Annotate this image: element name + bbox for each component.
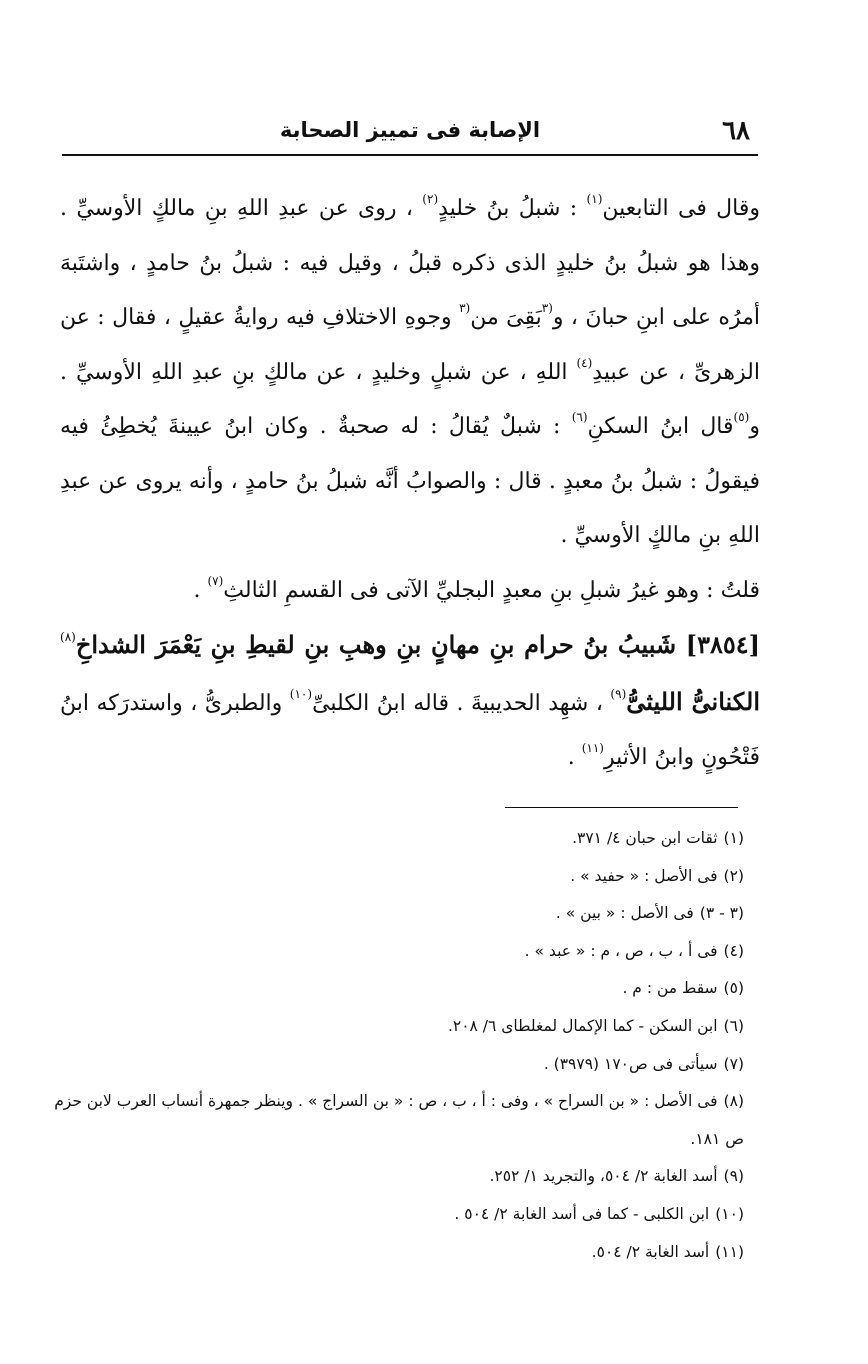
main-text xyxy=(60,182,760,786)
footnote-text: فى الأصل : « بين » . xyxy=(555,904,694,923)
text-run: وقال فى التابعين xyxy=(602,196,760,221)
footnote-number: (٩) xyxy=(723,1167,744,1186)
footnote-number: (١٠) xyxy=(715,1204,744,1223)
footnote-marker: (٧) xyxy=(207,573,224,588)
footnote-marker: (٢) xyxy=(422,192,439,206)
text-run: . xyxy=(193,577,208,603)
header-rule xyxy=(62,154,758,156)
text-run: اللهِ ، عن شبلٍ وخليدٍ ، عن مالكٍ بنِ عبدِ اللهِ الأوسيِّ . و xyxy=(60,359,760,439)
text-run: . xyxy=(567,745,582,770)
text-run: بَقِىَ من xyxy=(470,305,542,330)
footnote-marker: (١١) xyxy=(581,741,604,755)
footnote-text: فى الأصل : « حفيد » . xyxy=(570,866,718,885)
footnote-number: (٨) xyxy=(723,1092,744,1111)
footnote-item xyxy=(48,1008,758,1046)
footnote-item xyxy=(48,858,758,896)
page-number: ٦٨ xyxy=(722,116,750,146)
footnotes-list xyxy=(48,820,758,1271)
footnote-text: ابن السكن - كما الإكمال لمغلطاى ٦/ ٢٠٨. xyxy=(447,1016,718,1035)
footnote-marker: (٤) xyxy=(576,355,593,370)
footnote-item xyxy=(48,933,758,971)
footnote-text: فى أ ، ب ، ص ، م : « عبد » . xyxy=(524,941,718,960)
footnote-number: (٤) xyxy=(723,941,744,960)
footnote-item xyxy=(48,820,758,858)
footnote-number: (١) xyxy=(723,829,744,847)
footnote-item xyxy=(48,1196,758,1234)
footnote-item xyxy=(48,1158,758,1196)
footnote-text: ابن الكلبى - كما فى أسد الغابة ٢/ ٥٠٤ . xyxy=(454,1204,710,1223)
paragraph-1 xyxy=(60,182,760,564)
footnote-marker: (٩) xyxy=(610,686,627,701)
footnote-item xyxy=(48,1083,758,1158)
footnote-number: (٣ - ٣) xyxy=(699,904,744,923)
footnote-number: (٥) xyxy=(723,979,744,998)
text-run: قال ابنُ السكنِ xyxy=(587,414,734,439)
footnote-number: (٦) xyxy=(723,1016,744,1035)
footnote-text: سقط من : م . xyxy=(622,979,718,998)
footnote-item xyxy=(48,1234,758,1272)
page-header xyxy=(62,116,758,148)
text-run: : شبلٌ يُقالُ : له صحبةٌ . وكان ابنُ عيينةَ يُخطِئُ فيه فيقولُ : شبلُ بنُ معبدٍ . قال : والصوابُ أنَّه شبلُ بنُ حامدٍ ، وأنه يروى عن عبدِ اللهِ بنِ مالكٍ الأوسيِّ . xyxy=(60,414,760,548)
footnote-item xyxy=(48,970,758,1008)
footnote-item xyxy=(48,1046,758,1084)
footnote-text: ثقات ابن حبان ٤/ ٣٧١. xyxy=(572,829,718,847)
footnote-marker: (١) xyxy=(586,192,603,206)
footnote-number: (٢) xyxy=(723,866,744,885)
footnote-marker: (٣ xyxy=(541,301,553,315)
footnote-marker: (٥) xyxy=(733,410,750,424)
text-run: والطبرىُّ ، واستدرَكه ابنُ فَتْحُونٍ وابنُ الأثيرِ xyxy=(60,690,760,770)
text-run: ، شهِد الحديبيةَ . قاله ابنُ الكلبىِّ xyxy=(312,690,611,716)
entry-heading: [٣٨٥٤] شَبيبُ بنُ حرام بنِ مهانٍ بنِ وهبِ بنِ لقيطِ بنِ يَعْمَرَ الشداخِ xyxy=(75,630,760,659)
entry-heading-cont: الكنانىُّ الليثىُّ xyxy=(626,686,760,716)
footnote-item xyxy=(48,895,758,933)
footnote-number: (١١) xyxy=(715,1242,744,1261)
footnote-marker: (٣ xyxy=(459,301,471,315)
footnote-text: فى الأصل : « بن السراح » ، وفى : أ ، ب ، ص : « بن السراج » . وينظر جمهرة أنساب العرب لابن حزم ص ١٨١. xyxy=(54,1092,744,1148)
footnote-text: أسد الغابة ٢/ ٥٠٤. xyxy=(591,1242,710,1261)
footnote-text: سيأتى فى ص١٧٠ (٣٩٧٩) . xyxy=(543,1054,718,1073)
footnote-marker: (١٠) xyxy=(289,686,313,701)
paragraph-2 xyxy=(60,564,760,619)
footnote-text: أسد الغابة ٢/ ٥٠٤، والتجريد ١/ ٢٥٢. xyxy=(489,1167,718,1186)
text-run: وجوهِ الاختلافِ فيه روايةُ عقيلٍ ، فقال : عن الزهرىِّ ، عن عبيدِ xyxy=(60,305,760,385)
entry-3854 xyxy=(60,618,760,786)
footnote-marker: (٨) xyxy=(60,630,76,644)
footnote-number: (٧) xyxy=(723,1054,744,1073)
text-run: قلتُ : وهو غيرُ شبلِ بنِ معبدٍ البجليِّ الآتى فى القسمِ الثالثِ xyxy=(223,577,760,603)
text-run: ، روى عن عبدِ اللهِ بنِ مالكٍ الأوسيِّ . وهذا هو شبلُ بنُ خليدٍ الذى ذكره قبلُ ، وقيل فيه : شبلُ بنُ حامدٍ ، واشتَبهَ أمرُه على ابنِ حبانَ ، و xyxy=(60,196,760,330)
text-run: : شبلُ بنُ خليدٍ xyxy=(438,196,587,221)
running-title: الإصابة فى تمييز الصحابة xyxy=(279,118,541,142)
footnote-rule xyxy=(505,807,738,808)
footnote-marker: (٦) xyxy=(571,410,588,424)
